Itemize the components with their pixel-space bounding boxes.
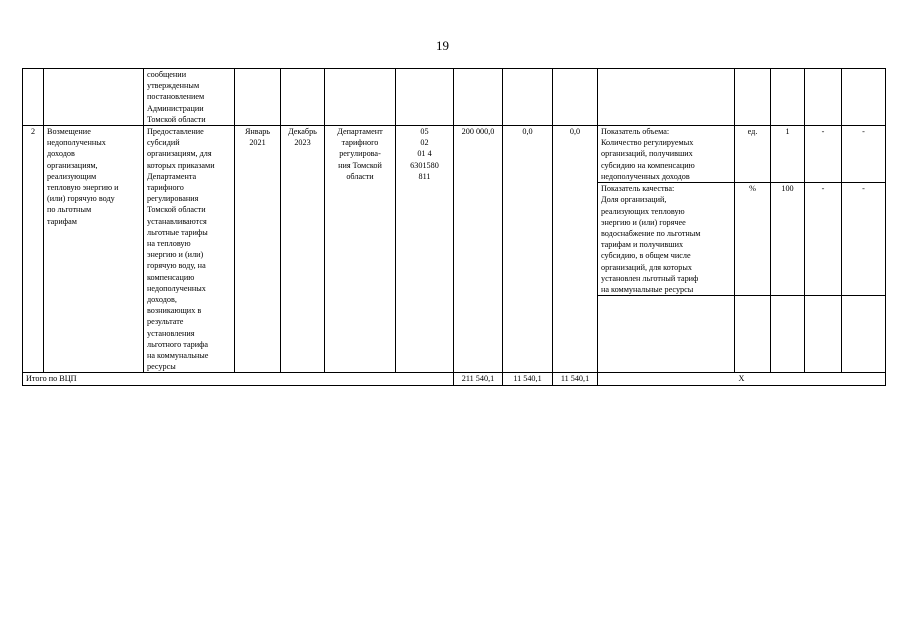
table-row-item-2 xyxy=(23,126,886,183)
cell-name xyxy=(44,69,144,126)
cell-amount-2 xyxy=(503,69,553,126)
cell-executor: Департамент тарифного регулирова- ния Томской области xyxy=(325,126,396,373)
cell-value-2-empty xyxy=(805,296,842,373)
program-table xyxy=(22,68,886,386)
total-mark: Х xyxy=(598,373,886,385)
cell-unit-empty xyxy=(735,296,771,373)
cell-executor xyxy=(325,69,396,126)
table-row-continuation xyxy=(23,69,886,126)
cell-mechanism: Предоставление субсидий организациям, для которых приказами Департамента тарифного регулирования Томской области устанавливаются льготные тарифы на тепловую энергию и (или) горячую воду, на компенсацию недополученных доходов, возникающих в результате установления льготного тарифа на коммунальные ресурсы xyxy=(144,126,235,373)
cell-indicator xyxy=(598,69,735,126)
table-row-total xyxy=(23,373,886,385)
cell-value-3: - xyxy=(842,126,886,183)
page-number: 19 xyxy=(436,38,449,53)
cell-unit xyxy=(735,69,771,126)
cell-amount-2: 0,0 xyxy=(503,126,553,373)
cell-unit: ед. xyxy=(735,126,771,183)
cell-kbk: 05 02 01 4 6301580 811 xyxy=(396,126,454,373)
total-amount-total: 211 540,1 xyxy=(454,373,503,385)
cell-indicator-quality: Показатель качества: Доля организаций, реализующих тепловую энергию и (или) горячее водоснабжение по льготным тарифам и получивших субсидию, в общем числе организаций, для которых установлен льготный тариф на коммунальные ресурсы xyxy=(598,183,735,296)
cell-num xyxy=(23,69,44,126)
cell-value-2 xyxy=(805,69,842,126)
cell-value-2: - xyxy=(805,183,842,296)
cell-num: 2 xyxy=(23,126,44,373)
cell-indicator-empty xyxy=(598,296,735,373)
cell-value-2: - xyxy=(805,126,842,183)
cell-value-1: 100 xyxy=(771,183,805,296)
cell-end: Декабрь 2023 xyxy=(281,126,325,373)
cell-start xyxy=(235,69,281,126)
total-amount-3: 11 540,1 xyxy=(553,373,598,385)
cell-value-1-empty xyxy=(771,296,805,373)
total-amount-2: 11 540,1 xyxy=(503,373,553,385)
cell-value-3-empty xyxy=(842,296,886,373)
cell-value-3: - xyxy=(842,183,886,296)
cell-kbk xyxy=(396,69,454,126)
cell-amount-3 xyxy=(553,69,598,126)
cell-name: Возмещение недополученных доходов организациям, реализующим тепловую энергию и (или) горячую воду по льготным тарифам xyxy=(44,126,144,373)
cell-amount-total: 200 000,0 xyxy=(454,126,503,373)
cell-start: Январь 2021 xyxy=(235,126,281,373)
total-label: Итого по ВЦП xyxy=(23,373,454,385)
cell-amount-total xyxy=(454,69,503,126)
cell-value-3 xyxy=(842,69,886,126)
cell-value-1 xyxy=(771,69,805,126)
cell-indicator-volume: Показатель объема: Количество регулируемых организаций, получивших субсидию на компенсацию недополученных доходов xyxy=(598,126,735,183)
cell-end xyxy=(281,69,325,126)
cell-unit: % xyxy=(735,183,771,296)
cell-mechanism-cont: сообщении утвержденным постановлением Администрации Томской области xyxy=(144,69,235,126)
cell-value-1: 1 xyxy=(771,126,805,183)
cell-amount-3: 0,0 xyxy=(553,126,598,373)
